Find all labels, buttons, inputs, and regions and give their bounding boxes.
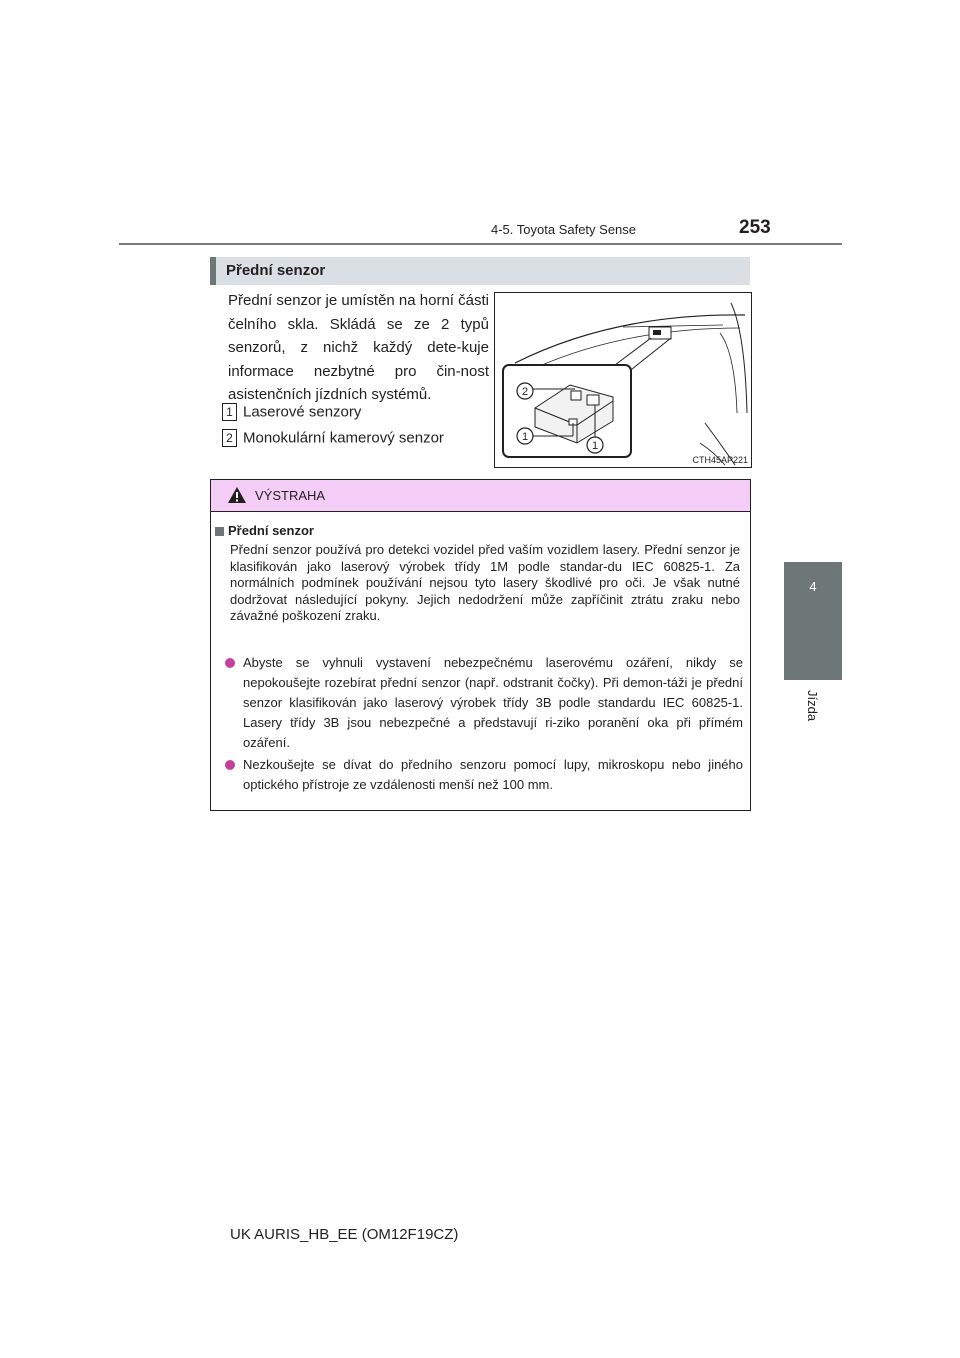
- warning-bullet-text: Nezkoušejte se dívat do předního senzoru pomocí lupy, mikroskopu nebo jiného optického přístroje ze vzdálenosti menší než 100 mm.: [243, 757, 743, 792]
- legend-item-2: [222, 429, 444, 449]
- warning-triangle-icon: [227, 486, 247, 504]
- page-number: 253: [739, 217, 771, 238]
- warning-box: [210, 479, 751, 811]
- warning-bullet-1: [225, 653, 743, 753]
- legend-number-badge: 1: [222, 403, 237, 421]
- chapter-label: Jízda: [805, 690, 820, 722]
- legend-label: Monokulární kamerový senzor: [243, 429, 444, 447]
- warning-header: [211, 480, 750, 512]
- legend-label: Laserové senzory: [243, 403, 362, 421]
- bullet-dot-icon: [225, 760, 235, 770]
- section-heading-bar: [210, 257, 750, 285]
- warning-title: VÝSTRAHA: [255, 488, 326, 503]
- chapter-tab: [784, 562, 842, 680]
- warning-subtitle: [215, 523, 314, 538]
- header-section-title: 4-5. Toyota Safety Sense: [491, 222, 637, 237]
- section-heading: Přední senzor: [226, 262, 326, 279]
- section-heading-accent: [210, 257, 216, 285]
- figure-code: CTH45AP221: [692, 455, 748, 465]
- warning-subtitle-text: Přední senzor: [228, 523, 314, 538]
- legend-item-1: [222, 403, 361, 423]
- bullet-dot-icon: [225, 658, 235, 668]
- windshield-sensor-drawing: [495, 293, 751, 467]
- callout-1b-label: 1: [591, 440, 599, 452]
- intro-paragraph: Přední senzor je umístěn na horní části čelního skla. Skládá se ze 2 typů senzorů, z nichž každý dete-kuje informace nezbytné pro čin-nost asistenčních jízdních systémů.: [228, 292, 489, 403]
- legend-number-badge: 2: [222, 429, 237, 447]
- warning-paragraph: Přední senzor používá pro detekci vozidel před vaším vozidlem lasery. Přední senzor je klasifikován jako laserový výrobek třídy 1M podle standar-du IEC 60825-1. Za normálních podmínek používání nejsou tyto lasery škodlivé pro oči. Je však nutné dodržovat následující pokyny. Jejich nedodržení může zapříčinit ztrátu zraku nebo závažné poškození zraku.: [230, 542, 740, 623]
- footer-model-code: UK AURIS_HB_EE (OM12F19CZ): [230, 1226, 459, 1243]
- callout-1a-label: 1: [521, 431, 529, 443]
- square-bullet-icon: [215, 527, 224, 536]
- warning-bullet-text: Abyste se vyhnuli vystavení nebezpečnému laserovému ozáření, nikdy se nepokoušejte rozebírat přední senzor (např. odstranit čočky). Při demon-táži je přední senzor klasifikován jako laserový výrobek třídy 3B podle standardu IEC 60825-1. Lasery třídy 3B jsou nebezpečné a představují ri-ziko poranění oka při přímém ozáření.: [243, 655, 743, 750]
- callout-2-label: 2: [521, 386, 529, 398]
- header-divider: [119, 243, 842, 245]
- front-sensor-illustration: [494, 292, 752, 468]
- chapter-number: 4: [809, 579, 817, 594]
- warning-bullet-2: [225, 755, 743, 795]
